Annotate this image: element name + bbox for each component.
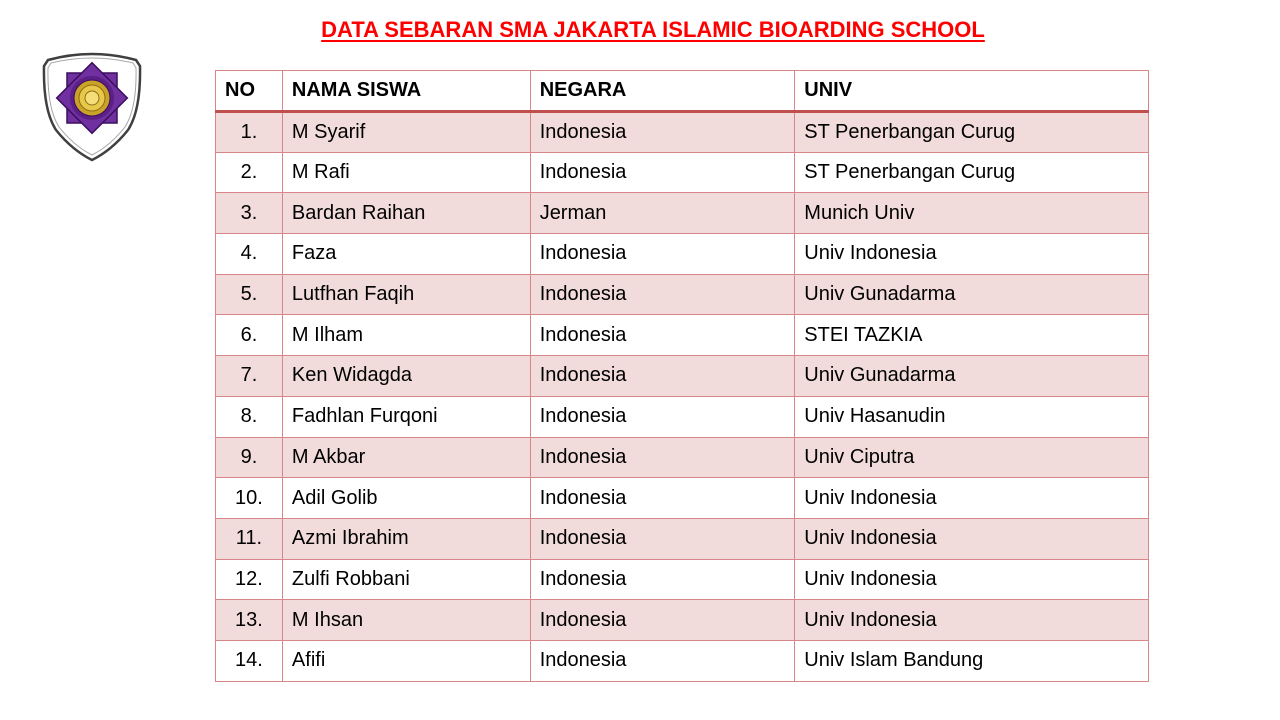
cell-nama-siswa: Azmi Ibrahim <box>282 518 530 559</box>
cell-nama-siswa: Zulfi Robbani <box>282 559 530 600</box>
cell-negara: Indonesia <box>530 315 795 356</box>
cell-nama-siswa: Faza <box>282 234 530 275</box>
cell-no: 2. <box>216 152 283 193</box>
cell-no: 1. <box>216 112 283 153</box>
cell-nama-siswa: M Ihsan <box>282 600 530 641</box>
cell-univ: ST Penerbangan Curug <box>795 112 1149 153</box>
cell-no: 7. <box>216 356 283 397</box>
cell-univ: Munich Univ <box>795 193 1149 234</box>
table-row <box>216 396 1149 437</box>
table-row <box>216 112 1149 153</box>
cell-nama-siswa: M Syarif <box>282 112 530 153</box>
cell-negara: Indonesia <box>530 518 795 559</box>
cell-univ: Univ Gunadarma <box>795 356 1149 397</box>
cell-no: 10. <box>216 478 283 519</box>
cell-negara: Indonesia <box>530 274 795 315</box>
cell-no: 12. <box>216 559 283 600</box>
page-title: DATA SEBARAN SMA JAKARTA ISLAMIC BIOARDING SCHOOL <box>321 17 985 42</box>
cell-nama-siswa: Bardan Raihan <box>282 193 530 234</box>
cell-univ: Univ Indonesia <box>795 518 1149 559</box>
table-row <box>216 315 1149 356</box>
cell-no: 9. <box>216 437 283 478</box>
table-row <box>216 640 1149 681</box>
cell-negara: Indonesia <box>530 478 795 519</box>
cell-univ: Univ Islam Bandung <box>795 640 1149 681</box>
cell-no: 8. <box>216 396 283 437</box>
cell-univ: Univ Indonesia <box>795 559 1149 600</box>
table-row <box>216 478 1149 519</box>
header-univ: UNIV <box>795 71 1149 112</box>
cell-nama-siswa: M Ilham <box>282 315 530 356</box>
cell-nama-siswa: Adil Golib <box>282 478 530 519</box>
header-negara: NEGARA <box>530 71 795 112</box>
table-row <box>216 274 1149 315</box>
table-row <box>216 600 1149 641</box>
cell-univ: Univ Gunadarma <box>795 274 1149 315</box>
cell-univ: Univ Indonesia <box>795 478 1149 519</box>
cell-nama-siswa: Lutfhan Faqih <box>282 274 530 315</box>
table-header-row <box>216 71 1149 112</box>
cell-negara: Indonesia <box>530 559 795 600</box>
cell-nama-siswa: M Rafi <box>282 152 530 193</box>
cell-univ: Univ Indonesia <box>795 234 1149 275</box>
cell-negara: Jerman <box>530 193 795 234</box>
cell-univ: Univ Hasanudin <box>795 396 1149 437</box>
header-nama-siswa: NAMA SISWA <box>282 71 530 112</box>
cell-no: 6. <box>216 315 283 356</box>
cell-nama-siswa: Afifi <box>282 640 530 681</box>
table-row <box>216 193 1149 234</box>
cell-univ: STEI TAZKIA <box>795 315 1149 356</box>
cell-nama-siswa: M Akbar <box>282 437 530 478</box>
table-row <box>216 234 1149 275</box>
cell-negara: Indonesia <box>530 234 795 275</box>
cell-no: 13. <box>216 600 283 641</box>
cell-no: 4. <box>216 234 283 275</box>
student-distribution-table <box>215 70 1149 682</box>
cell-univ: Univ Ciputra <box>795 437 1149 478</box>
cell-no: 3. <box>216 193 283 234</box>
cell-no: 11. <box>216 518 283 559</box>
table-row <box>216 518 1149 559</box>
table-row <box>216 559 1149 600</box>
cell-negara: Indonesia <box>530 152 795 193</box>
cell-nama-siswa: Fadhlan Furqoni <box>282 396 530 437</box>
table-row <box>216 437 1149 478</box>
cell-nama-siswa: Ken Widagda <box>282 356 530 397</box>
cell-negara: Indonesia <box>530 600 795 641</box>
school-crest-icon <box>42 50 142 162</box>
cell-negara: Indonesia <box>530 640 795 681</box>
cell-univ: Univ Indonesia <box>795 600 1149 641</box>
cell-negara: Indonesia <box>530 356 795 397</box>
table-row <box>216 152 1149 193</box>
header-no: NO <box>216 71 283 112</box>
cell-negara: Indonesia <box>530 396 795 437</box>
cell-no: 5. <box>216 274 283 315</box>
cell-negara: Indonesia <box>530 437 795 478</box>
cell-no: 14. <box>216 640 283 681</box>
cell-univ: ST Penerbangan Curug <box>795 152 1149 193</box>
table-row <box>216 356 1149 397</box>
cell-negara: Indonesia <box>530 112 795 153</box>
